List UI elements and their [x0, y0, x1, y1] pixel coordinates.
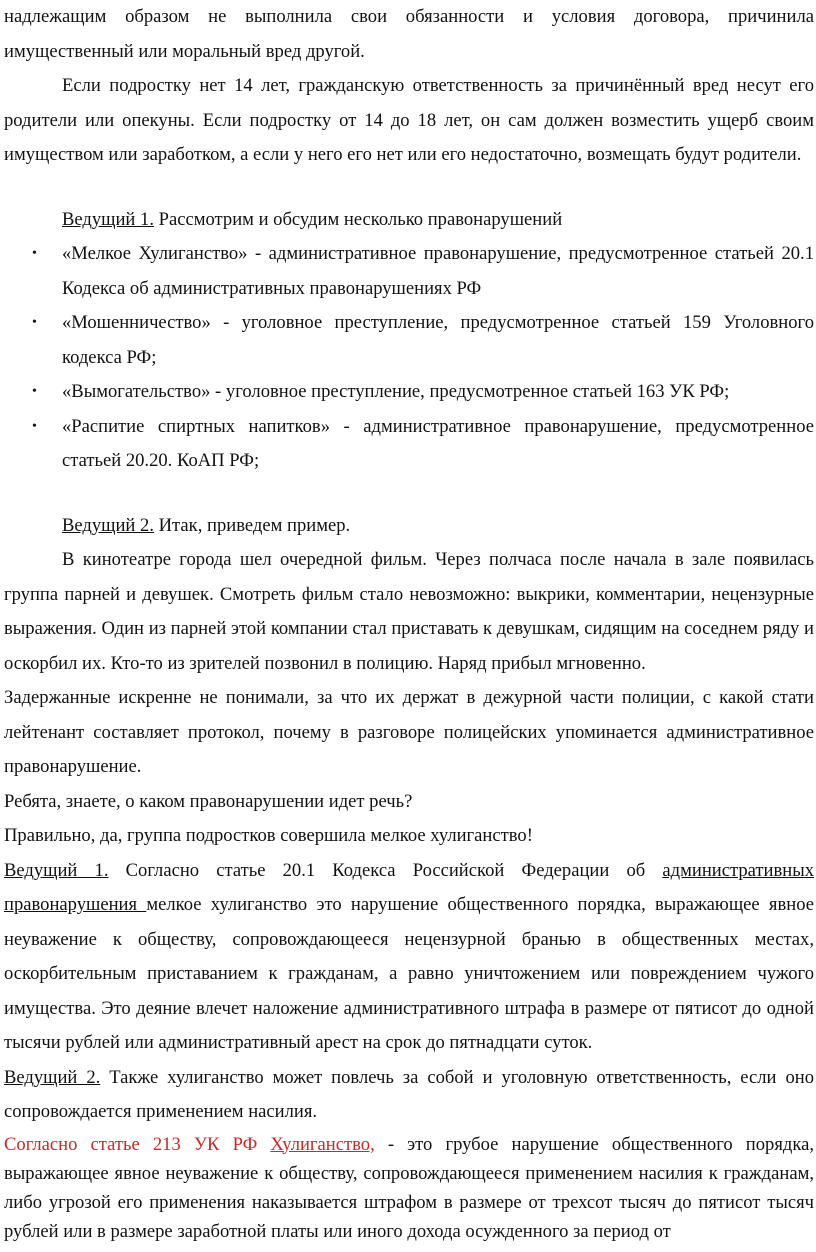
- paragraph-answer: [4, 819, 814, 854]
- bullet-icon: •: [32, 384, 37, 399]
- host1b-text-b: мелкое хулиганство это нарушение общественного порядка, выражающее явное неуважение к обществу, сопровождающееся нецензурной бранью в общественных местах, оскорбительным приставанием к гражданам, а равно уничтожением или повреждением чужого имущества. Это деяние влечет наложение административного штрафа в размере от пятисот до одной тысячи рублей или административный арест на срок до пятнадцати суток.: [4, 894, 814, 1053]
- host1b-text-a: Согласно статье 20.1 Кодекса Российской Федерации об: [108, 859, 663, 881]
- host1-intro: [4, 203, 814, 238]
- list-item-text: «Мелкое Хулиганство» - административное правонарушение, предусмотренное статьей 20.1 Кодекса об административных правонарушениях РФ: [62, 243, 814, 299]
- host2-criminal-liability: [4, 1061, 814, 1130]
- spacer: [4, 173, 814, 203]
- article-213: [4, 1130, 814, 1246]
- list-item: [4, 237, 814, 306]
- bullet-icon: •: [32, 418, 37, 434]
- paragraph-question: [4, 785, 814, 820]
- host1-intro-text: Рассмотрим и обсудим несколько правонарушений: [153, 208, 563, 230]
- article-213-heading: Согласно статье 213 УК РФ: [4, 1133, 271, 1155]
- host2b-label: Ведущий 2.: [4, 1066, 101, 1088]
- list-item-text: «Вымогательство» - уголовное преступление, предусмотренное статьей 163 УК РФ;: [62, 381, 730, 402]
- host2-label: Ведущий 2.: [62, 514, 154, 536]
- host1-label: Ведущий 1.: [62, 208, 154, 230]
- paragraph-age-text: Если подростку нет 14 лет, гражданскую ответственность за причинённый вред несут его родители или опекуны. Если подростку от 14 до 18 лет, он сам должен возместить ущерб своим имуществом или заработком, а если у него его нет или его недостаточно, возмещать будут родители.: [4, 75, 814, 165]
- host2b-text: Также хулиганство может повлечь за собой и уголовную ответственность, если оно сопровождается применением насилия.: [4, 1066, 814, 1122]
- host2-intro-text: Итак, приведем пример.: [153, 514, 351, 536]
- list-item-text: «Распитие спиртных напитков» - административное правонарушение, предусмотренное статьей 20.20. КоАП РФ;: [62, 415, 814, 471]
- spacer: [4, 479, 814, 509]
- list-item-text: «Мошенничество» - уголовное преступление, предусмотренное статьей 159 Уголовного кодекса РФ;: [62, 312, 814, 368]
- hooliganism-link[interactable]: Хулиганство,: [270, 1133, 375, 1155]
- paragraph-cinema: [4, 543, 814, 681]
- paragraph-age-liability: [4, 69, 814, 173]
- paragraph-question-text: Ребята, знаете, о каком правонарушении идет речь?: [4, 790, 413, 812]
- administrative-offenses-link[interactable]: административных правонарушения: [4, 859, 814, 915]
- paragraph-detained-text: Задержанные искренне не понимали, за что их держат в дежурной части полиции, с какой стати лейтенант составляет протокол, почему в разговоре полицейских упоминается административное правонарушение.: [4, 687, 814, 777]
- offenses-list: [4, 237, 814, 479]
- bullet-icon: •: [32, 315, 37, 330]
- host2-intro: [4, 509, 814, 544]
- list-item: [4, 410, 814, 479]
- article-213-text: - это грубое нарушение общественного порядка, выражающее явное неуважение к обществу, сопровождающееся применением насилия к гражданам, либо угрозой его применения наказывается штрафом в размере от трехсот тысяч до пятисот тысяч рублей или в размере заработной платы или иного дохода осужденного за период от: [4, 1133, 814, 1242]
- bullet-icon: •: [32, 246, 37, 261]
- list-item: [4, 306, 814, 375]
- host1b-label: Ведущий 1.: [4, 859, 109, 881]
- paragraph-top: [4, 0, 814, 69]
- paragraph-detained: [4, 681, 814, 785]
- paragraph-cinema-text: В кинотеатре города шел очередной фильм. Через полчаса после начала в зале появилась группа парней и девушек. Смотреть фильм стало невозможно: выкрики, комментарии, нецензурные выражения. Один из парней этой компании стал приставать к девушкам, сидящим на соседнем ряду и оскорбил их. Кто-то из зрителей позвонил в полицию. Наряд прибыл мгновенно.: [4, 549, 814, 674]
- paragraph-top-text: надлежащим образом не выполнила свои обязанности и условия договора, причинила имущественный или моральный вред другой.: [4, 6, 814, 62]
- list-item: [4, 375, 814, 410]
- paragraph-answer-text: Правильно, да, группа подростков совершила мелкое хулиганство!: [4, 825, 533, 846]
- host1-article-20-1: [4, 854, 814, 1061]
